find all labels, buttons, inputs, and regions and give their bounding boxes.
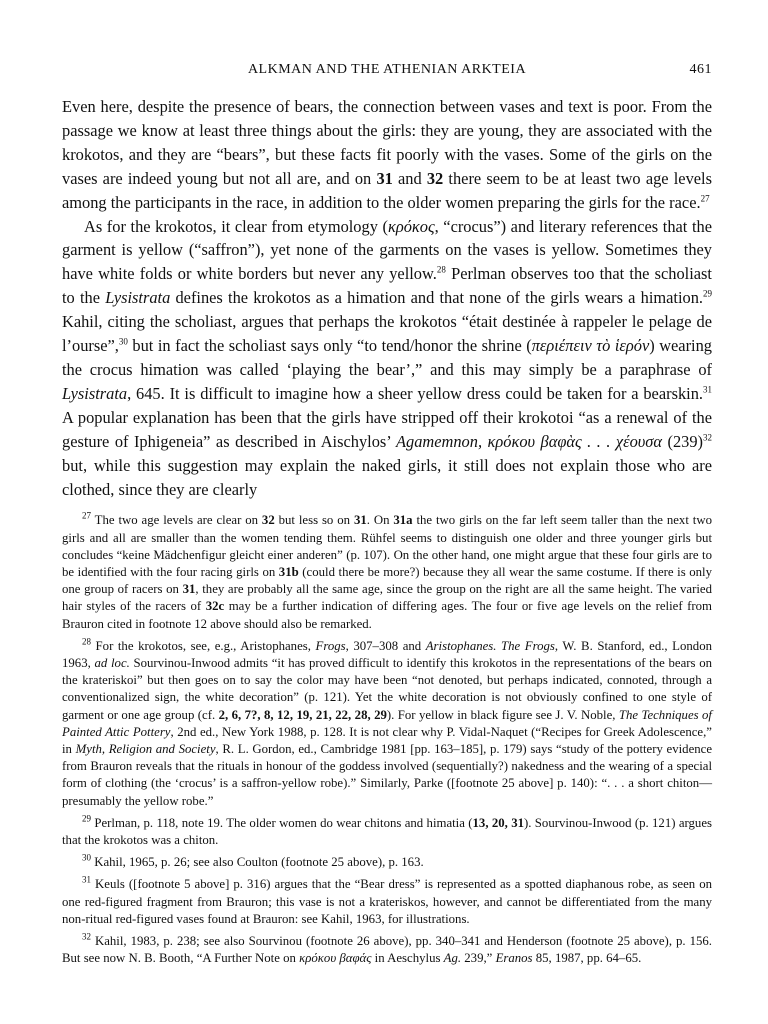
body-paragraph-2 xyxy=(62,215,712,502)
text-run: 85, 1987, pp. 64–65. xyxy=(532,951,642,966)
text-run: , they are probably all the same age, since the group on the right are all the same height. The varied hair styles of the racers of xyxy=(62,582,712,614)
title-italic: Myth, Religion and Society xyxy=(75,742,216,757)
footnote-number: 31 xyxy=(82,875,91,886)
text-run: As for the krokotos, it clear from etymology ( xyxy=(84,216,388,236)
text-run: ). Sourvinou-Inwood (p. 121) argues that the krokotos was a chiton. xyxy=(62,815,712,848)
footnote-marker[interactable]: 31 xyxy=(703,384,712,395)
title-italic: The Techniques of Painted Attic Pottery xyxy=(62,707,712,739)
figure-ref: 2, 6, 7?, 8, 12, 19, 21, 22, 28, 29 xyxy=(218,707,387,722)
figure-ref: 13, 20, 31 xyxy=(472,815,524,830)
text-run: in Aeschylus xyxy=(371,951,444,966)
text-run: there seem to be at least two age levels among the participants in the race, in addition to the older women preparing the girls for the race. xyxy=(62,168,712,212)
figure-ref: 32 xyxy=(261,513,275,528)
text-run: may be a further indication of differing ages. The four or five age levels on the relief from Brauron cited in footnote 12 above should also be remarked. xyxy=(62,599,712,631)
footnote-marker[interactable]: 29 xyxy=(703,288,713,299)
text-run: the two girls on the far left seem taller than the next two girls and all are smaller than the women tending them. Rühfel seems to distinguish one older and three younger girls but concludes “keine Mädchenfigur gleicht einer anderen” (p. 107). On the other hand, one might argue that these four girls are to be identified with the four racing girls on xyxy=(62,513,712,580)
running-head xyxy=(62,62,712,82)
text-run: Keuls ([footnote 5 above] p. 316) argues that the “Bear dress” is represented as a spotted diaphanous robe, as seen on one red-figured fragment from Brauron; this vase is not a krateriskos, however, and cannot be differentiated from the many non-ritual red-figured vases found at Brauron: see Kahil, 1963, for illustrations. xyxy=(62,877,712,926)
footnote-29 xyxy=(62,815,712,849)
text-run: , W. B. Stanford, ed., London 1963, xyxy=(62,638,712,671)
greek-term: κρόκου βαφάς xyxy=(299,951,372,966)
text-run: Sourvinou-Inwood admits “it has proved difficult to identify this krokotos in the representations of the bears on the krateriskoi” but then goes on to say the color may have been “not denoted, but perhaps indicated, connoted, through a conventionalized sign, the white decoration” (p. 121). Yet the white decoration is not obviously confined to one style of garment or one age group (cf. xyxy=(62,656,712,722)
text-run: , “crocus”) and literary references that the garment is yellow (“saffron”), yet none of the garments on the vases is yellow. Sometimes they have white folds or white borders but never any yellow. xyxy=(62,216,712,284)
title-italic: Lysistrata xyxy=(62,383,128,403)
footnote-marker[interactable]: 27 xyxy=(700,193,710,204)
text-run: The two age levels are clear on xyxy=(91,513,262,528)
figure-ref: 31a xyxy=(393,513,413,528)
running-title: ALKMAN AND THE ATHENIAN ARKTEIA xyxy=(247,62,527,77)
title-italic: Aristophanes. The Frogs xyxy=(425,638,555,653)
footnote-marker[interactable]: 28 xyxy=(436,264,446,275)
text-run: For the krokotos, see, e.g., Aristophanes, xyxy=(91,638,316,653)
footnotes xyxy=(62,512,712,967)
footnote-number: 28 xyxy=(82,636,91,647)
text-run: but, while this suggestion may explain the naked girls, it still does not explain those who are clothed, since they are clearly xyxy=(62,455,712,499)
text-run: and xyxy=(392,168,427,188)
text-run: 239,” xyxy=(461,951,496,966)
title-italic: Frogs xyxy=(315,638,346,653)
page xyxy=(62,62,712,972)
body-paragraph-1 xyxy=(62,95,712,215)
text-run: but in fact the scholiast says only “to tend/honor the shrine ( xyxy=(127,336,532,356)
footnote-marker[interactable]: 32 xyxy=(703,432,712,443)
footnote-number: 32 xyxy=(82,931,91,942)
figure-ref: 31 xyxy=(182,582,196,597)
footnote-27 xyxy=(62,512,712,632)
figure-ref: 31 xyxy=(376,168,393,188)
text-run: , R. L. Gordon, ed., Cambridge 1981 [pp. 163–185], p. 179) says “study of the pottery evidence from Brauron reveals that the rituals in honour of the goddess involved (sequentially?) nakedness and the wearing of a special form of clothing (the ‘crocus’ is a saffron-yellow robe).” Similarly, Parke ([footnote 25 above] p. 140): “. . . a short chiton—presumably the yellow robe.” xyxy=(62,742,713,808)
text-run: Perlman, p. 118, note 19. The older women do wear chitons and himatia ( xyxy=(91,815,473,830)
figure-ref: 32 xyxy=(426,168,444,188)
text-run: but less so on xyxy=(274,513,354,528)
page-number: 461 xyxy=(689,62,712,77)
text-run: Perlman observes too that the scholiast to the xyxy=(62,264,712,308)
text-run: (239) xyxy=(662,431,703,451)
title-italic: Ag. xyxy=(443,951,462,966)
text-run: , 645. It is difficult to imagine how a sheer yellow dress could be taken for a bearskin. xyxy=(127,383,703,403)
title-italic: Eranos xyxy=(495,951,533,966)
figure-ref: 31 xyxy=(353,513,367,528)
footnote-number: 27 xyxy=(82,511,91,522)
text-run: (could there be more?) because they all wear the same costume. If there is only one group of racers on xyxy=(62,565,712,597)
body-text xyxy=(62,95,712,501)
text-run: Kahil, citing the scholiast, argues that perhaps the krokotos “était destinée à rappeler le pelage de l’ourse”, xyxy=(62,312,712,356)
footnote-marker[interactable]: 30 xyxy=(118,336,128,347)
title-italic: ad loc. xyxy=(94,656,130,671)
title-italic: Agamemnon, κρόκου βαφὰς . . . χέουσα xyxy=(396,431,662,451)
figure-ref: 31b xyxy=(278,565,299,580)
text-run: Even here, despite the presence of bears, the connection between vases and text is poor. From the passage we know at least three things about the girls: they are young, they are associated with the krokotos, and they are “bears”, but these facts fit poorly with the vases. Some of the girls on the vases are indeed young but not all are, and on xyxy=(62,97,712,188)
figure-ref: 32c xyxy=(205,599,225,614)
title-italic: Lysistrata xyxy=(105,288,171,308)
footnote-28 xyxy=(62,638,712,810)
footnote-number: 29 xyxy=(82,813,91,824)
text-run: Kahil, 1983, p. 238; see also Sourvinou (footnote 26 above), pp. 340–341 and Henderson (footnote 25 above), p. 156. But see now N. B. Booth, “A Further Note on xyxy=(62,934,712,966)
footnote-31 xyxy=(62,876,712,928)
text-run: A popular explanation has been that the girls have stripped off their krokotoi “as a renewal of the gesture of Iphigeneia” as described in Aischylos’ xyxy=(62,407,712,451)
text-run: , 307–308 and xyxy=(345,638,426,653)
footnote-number: 30 xyxy=(82,853,91,863)
greek-term: περιέπειν τὸ ἱερόν xyxy=(531,336,650,356)
text-run: ) wearing the crocus himation was called ‘playing the bear’,” and this may simply be a paraphrase of xyxy=(62,336,712,379)
text-run: defines the krokotos as a himation and that none of the girls wears a himation. xyxy=(170,288,704,308)
text-run: . On xyxy=(366,513,394,528)
footnote-30 xyxy=(62,854,712,871)
footnote-32 xyxy=(62,933,712,967)
text-run: ). For yellow in black figure see J. V. Noble, xyxy=(386,707,619,722)
greek-term: κρόκος xyxy=(387,216,435,236)
text-run: Kahil, 1965, p. 26; see also Coulton (footnote 25 above), p. 163. xyxy=(91,855,424,870)
text-run: , 2nd ed., New York 1988, p. 128. It is not clear why P. Vidal-Naquet (“Recipes for Greek Adolescence,” in xyxy=(62,724,712,757)
